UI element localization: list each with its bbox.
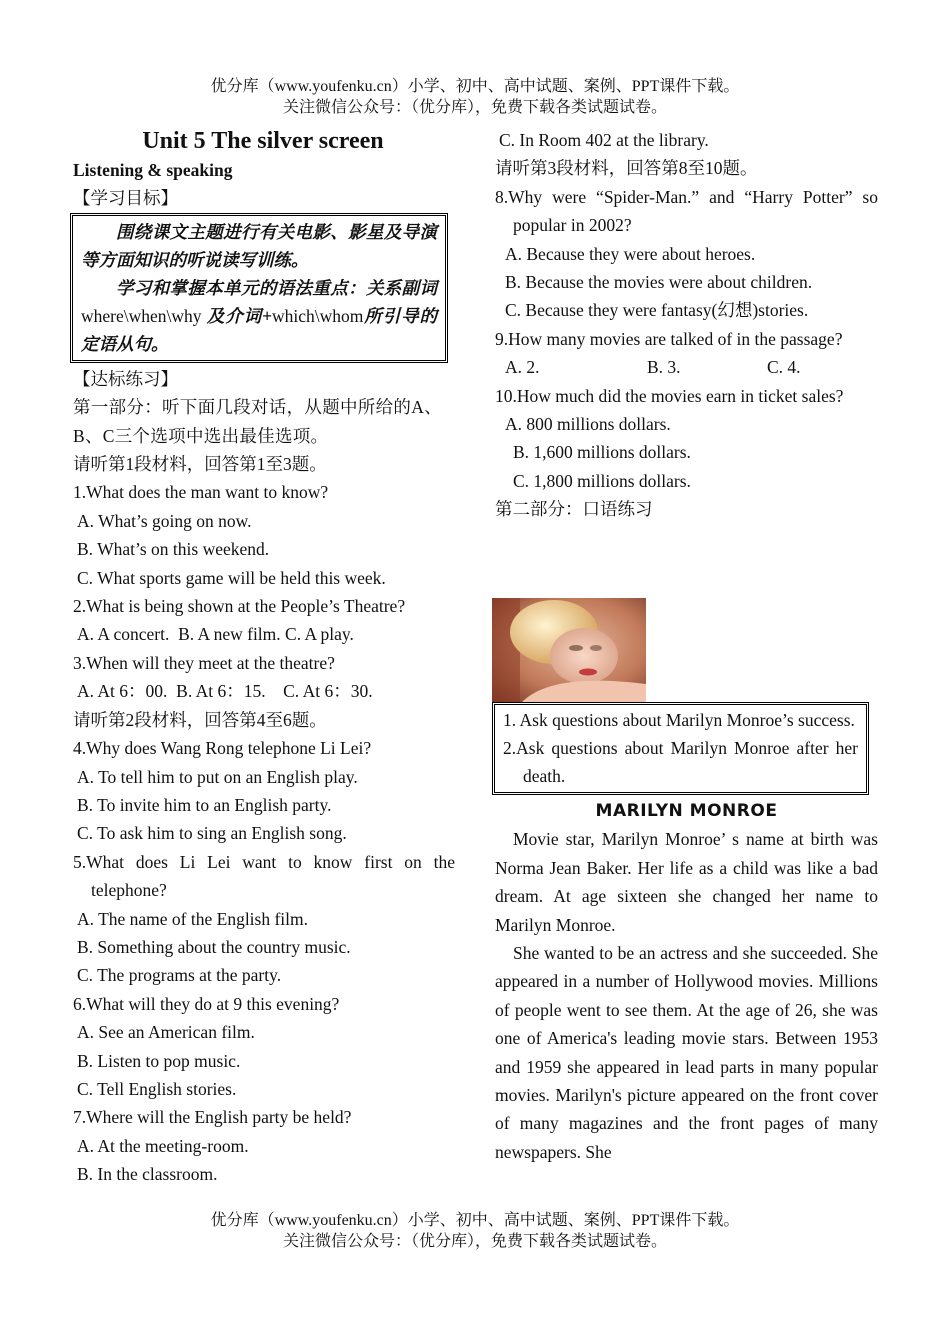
article-paragraph-1: Movie star, Marilyn Monroe’ s name at birth was Norma Jean Baker. Her life as a child was like a bad dream. At age sixteen she changed her name to Marilyn Monroe. (495, 829, 878, 935)
section-subtitle: Listening & speaking (73, 160, 233, 180)
speaking-task-2: 2.Ask questions about Marilyn Monroe after her death. (503, 738, 858, 787)
q1-option-c: C. What sports game will be held this week. (77, 567, 386, 588)
q6-option-c: C. Tell English stories. (77, 1078, 237, 1099)
q5-option-a: A. The name of the English film. (77, 908, 309, 929)
q9-options (495, 353, 878, 381)
q6-option-b: B. Listen to pop music. (77, 1050, 241, 1071)
q9-option-a: A. 2. (505, 357, 540, 378)
q3-options: A. At 6：00. B. At 6：15. C. At 6：30. (77, 681, 373, 702)
question-2: 2.What is being shown at the People’s Theatre? (73, 596, 406, 617)
question-9: 9.How many movies are talked of in the passage? (495, 328, 843, 349)
goal-2-part-a: 学习和掌握本单元的语法重点：关系副词 (116, 277, 437, 298)
q10-option-a: A. 800 millions dollars. (505, 414, 671, 435)
question-10: 10.How much did the movies earn in ticket sales? (495, 385, 844, 406)
question-1: 1.What does the man want to know? (73, 482, 329, 503)
learning-goals-box (70, 213, 448, 363)
q5-option-c: C. The programs at the party. (77, 965, 282, 986)
unit-title: Unit 5 The silver screen (142, 128, 384, 154)
goals-heading: 【学习目标】 (73, 188, 178, 209)
question-5: 5.What does Li Lei want to know first on the telephone? (73, 851, 455, 901)
q1-option-b: B. What’s on this weekend. (77, 539, 270, 560)
q8-option-b: B. Because the movies were about children. (505, 272, 813, 293)
page-footer (0, 1210, 950, 1252)
page-header (0, 76, 950, 118)
question-6: 6.What will they do at 9 this evening? (73, 993, 340, 1014)
question-7: 7.Where will the English party be held? (73, 1107, 352, 1128)
section2-instruction: 请听第2段材料，回答第4至6题。 (73, 709, 327, 730)
q9-option-c: C. 4. (767, 357, 801, 378)
question-8: 8.Why were “Spider-Man.” and “Harry Potter” so popular in 2002? (495, 186, 878, 236)
practice-heading: 【达标练习】 (73, 368, 178, 389)
article-paragraph-2: She wanted to be an actress and she succeeded. She appeared in a number of Hollywood movies. Millions of people went to see them. At the age of 26, she was one of America's leading movie stars. Between 1953 and 1959 she appeared in lead parts in many popular movies. Marilyn's picture appeared on the front cover of many magazines and the front pages of many newspapers. She (495, 942, 878, 1162)
goal-2-part-b: 及介词+ (206, 305, 272, 326)
left-column (73, 126, 455, 1189)
speaking-tasks-box (492, 702, 869, 795)
q4-option-a: A. To tell him to put on an English play. (77, 766, 358, 787)
footer-line-2: 关注微信公众号：（优分库），免费下载各类试题试卷。 (282, 1233, 667, 1250)
speaking-task-1: 1. Ask questions about Marilyn Monroe’s success. (503, 709, 855, 730)
header-line-2: 关注微信公众号：（优分库），免费下载各类试题试卷。 (282, 99, 667, 116)
q10-option-c: C. 1,800 millions dollars. (513, 470, 691, 491)
marilyn-monroe-photo (492, 598, 646, 702)
header-line-1: 优分库（www.youfenku.cn）小学、初中、高中试题、案例、PPT课件下载。 (210, 78, 740, 95)
section1-instruction: 请听第1段材料，回答第1至3题。 (73, 454, 327, 475)
q9-option-b: B. 3. (647, 357, 681, 378)
q2-options: A. A concert. B. A new film. C. A play. (77, 624, 354, 645)
q1-option-a: A. What’s going on now. (77, 510, 252, 531)
q7-option-a: A. At the meeting-room. (77, 1135, 249, 1156)
question-4: 4.Why does Wang Rong telephone Li Lei? (73, 738, 372, 759)
q6-option-a: A. See an American film. (77, 1022, 255, 1043)
question-3: 3.When will they meet at the theatre? (73, 652, 335, 673)
q4-option-c: C. To ask him to sing an English song. (77, 823, 347, 844)
q8-option-c: C. Because they were fantasy(幻想)stories. (505, 300, 809, 321)
part2-heading: 第二部分：口语练习 (495, 499, 653, 520)
article-title: MARILYN MONROE (595, 800, 778, 821)
q10-option-b: B. 1,600 millions dollars. (513, 442, 691, 463)
q7-option-b: B. In the classroom. (77, 1164, 218, 1185)
goal-2-part-c: 所引导的定语从句。 (81, 305, 437, 354)
footer-line-1: 优分库（www.youfenku.cn）小学、初中、高中试题、案例、PPT课件下载。 (210, 1212, 740, 1229)
goal-2-pronouns: which\whom (271, 305, 364, 326)
q8-option-a: A. Because they were about heroes. (505, 243, 756, 264)
goal-1: 围绕课文主题进行有关电影、影星及导演等方面知识的听说读写训练。 (81, 221, 437, 270)
goal-2 (81, 274, 437, 358)
part1-instruction: 第一部分：听下面几段对话，从题中所给的A、B、C三个选项中选出最佳选项。 (73, 397, 442, 446)
goal-2-adverbs: where\when\why (81, 305, 207, 326)
q7-option-c: C. In Room 402 at the library. (499, 130, 709, 150)
q5-option-b: B. Something about the country music. (77, 936, 351, 957)
section3-instruction: 请听第3段材料，回答第8至10题。 (495, 158, 758, 179)
q4-option-b: B. To invite him to an English party. (77, 794, 332, 815)
right-column (495, 126, 878, 1166)
